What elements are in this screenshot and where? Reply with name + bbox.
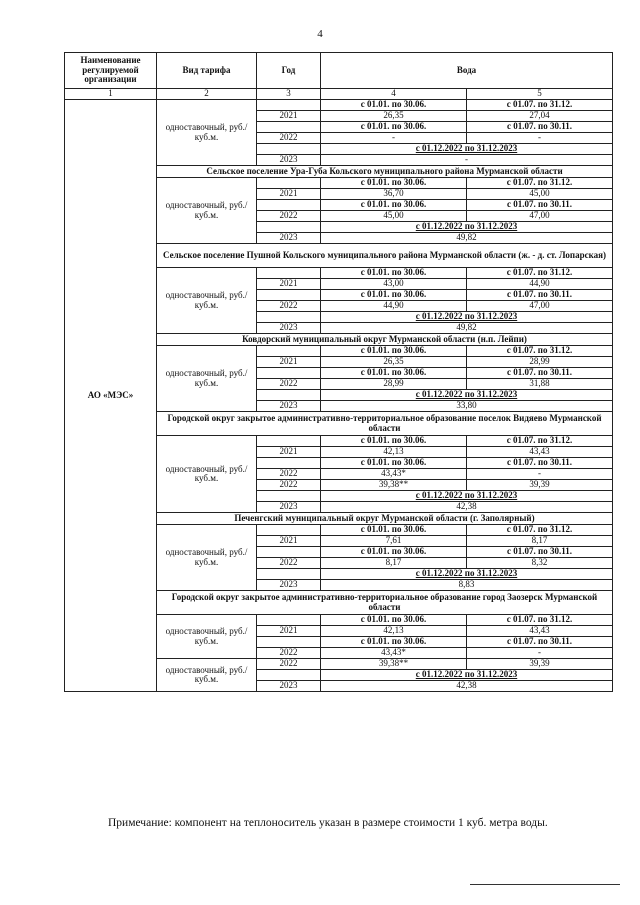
page-number: 4 <box>317 28 323 40</box>
footer-line <box>470 884 620 885</box>
value-cell: 8,83 <box>321 580 613 591</box>
value-cell: - <box>467 133 613 144</box>
period-h1: с 01.01. по 30.06. <box>321 100 467 111</box>
year-cell: 2021 <box>257 357 321 368</box>
period-dec: с 01.12.2022 по 31.12.2023 <box>321 390 613 401</box>
col-number: 1 <box>65 89 157 100</box>
year-cell: 2023 <box>257 323 321 334</box>
period-dec: с 01.12.2022 по 31.12.2023 <box>321 569 613 580</box>
footnote: Примечание: компонент на теплоноситель указан в размере стоимости 1 куб. метра воды. <box>108 817 548 829</box>
period-h1: с 01.01. по 30.06. <box>321 525 467 536</box>
period-h2-short: с 01.07. по 30.11. <box>467 290 613 301</box>
value-cell: 45,00 <box>467 189 613 200</box>
value-cell: 39,39 <box>467 480 613 491</box>
year-cell: 2021 <box>257 536 321 547</box>
section-title: Ковдорский муниципальный округ Мурманской области (н.п. Лейпи) <box>157 334 613 346</box>
period-h1: с 01.01. по 30.06. <box>321 200 467 211</box>
value-cell: 49,82 <box>321 233 613 244</box>
value-cell: 39,38** <box>321 659 467 670</box>
value-cell: 47,00 <box>467 211 613 222</box>
period-h1: с 01.01. по 30.06. <box>321 178 467 189</box>
period-h2: с 01.07. по 31.12. <box>467 100 613 111</box>
year-cell: 2021 <box>257 447 321 458</box>
year-cell: 2021 <box>257 189 321 200</box>
year-cell: 2022 <box>257 558 321 569</box>
year-cell: 2021 <box>257 626 321 637</box>
header-tariff: Вид тарифа <box>157 53 257 89</box>
period-h2: с 01.07. по 31.12. <box>467 615 613 626</box>
value-cell: 42,13 <box>321 447 467 458</box>
col-number: 3 <box>257 89 321 100</box>
tariff-type: одноставочный, руб./куб.м. <box>157 525 257 591</box>
year-cell: 2022 <box>257 379 321 390</box>
period-h2-short: с 01.07. по 30.11. <box>467 368 613 379</box>
year-cell: 2023 <box>257 502 321 513</box>
value-cell: 43,43 <box>467 447 613 458</box>
year-cell: 2022 <box>257 480 321 491</box>
value-cell: 42,38 <box>321 502 613 513</box>
tariff-type: одноставочный, руб./куб.м. <box>157 268 257 334</box>
section-title: Сельское поселение Ура-Губа Кольского муниципального района Мурманской области <box>157 166 613 178</box>
year-cell: 2022 <box>257 301 321 312</box>
period-dec: с 01.12.2022 по 31.12.2023 <box>321 222 613 233</box>
value-cell: 8,17 <box>467 536 613 547</box>
year-cell: 2022 <box>257 648 321 659</box>
tariff-type: одноставочный, руб./куб.м. <box>157 436 257 513</box>
section-title: Городской округ закрытое административно-территориальное образование город Заозерск Мурманской области <box>157 591 613 615</box>
value-cell: 31,88 <box>467 379 613 390</box>
value-cell: 49,82 <box>321 323 613 334</box>
value-cell: 28,99 <box>467 357 613 368</box>
section-title: Сельское поселение Пушной Кольского муниципального района Мурманской области (ж. - д. ст. Лопарская) <box>157 244 613 268</box>
value-cell: 28,99 <box>321 379 467 390</box>
header-row <box>65 53 613 89</box>
year-cell: 2022 <box>257 211 321 222</box>
period-h2-short: с 01.07. по 30.11. <box>467 122 613 133</box>
value-cell: 26,35 <box>321 111 467 122</box>
period-dec: с 01.12.2022 по 31.12.2023 <box>321 491 613 502</box>
table-row <box>65 100 613 111</box>
value-cell: 42,13 <box>321 626 467 637</box>
period-h1: с 01.01. по 30.06. <box>321 290 467 301</box>
value-cell: 7,61 <box>321 536 467 547</box>
year-cell: 2021 <box>257 111 321 122</box>
col-number: 5 <box>467 89 613 100</box>
period-h1: с 01.01. по 30.06. <box>321 368 467 379</box>
value-cell: 27,04 <box>467 111 613 122</box>
column-number-row <box>65 89 613 100</box>
year-cell: 2022 <box>257 659 321 670</box>
period-h1: с 01.01. по 30.06. <box>321 122 467 133</box>
value-cell: 43,43* <box>321 648 467 659</box>
tariff-type: одноставочный, руб./куб.м. <box>157 178 257 244</box>
year-cell: 2022 <box>257 133 321 144</box>
period-dec: с 01.12.2022 по 31.12.2023 <box>321 312 613 323</box>
period-h2: с 01.07. по 31.12. <box>467 268 613 279</box>
col-number: 4 <box>321 89 467 100</box>
period-h2: с 01.07. по 31.12. <box>467 525 613 536</box>
period-h2: с 01.07. по 31.12. <box>467 436 613 447</box>
section-title: Городской округ закрытое административно-территориальное образование поселок Видяево Мурманской области <box>157 412 613 436</box>
header-water: Вода <box>321 53 613 89</box>
value-cell: 26,35 <box>321 357 467 368</box>
col-number: 2 <box>157 89 257 100</box>
section-title: Печенгский муниципальный округ Мурманской области (г. Заполярный) <box>157 513 613 525</box>
value-cell: 44,90 <box>467 279 613 290</box>
year-cell: 2021 <box>257 279 321 290</box>
period-h2-short: с 01.07. по 30.11. <box>467 458 613 469</box>
value-cell: 39,38** <box>321 480 467 491</box>
value-cell: - <box>321 155 613 166</box>
value-cell: 43,43 <box>467 626 613 637</box>
tariff-table <box>64 52 613 692</box>
year-cell: 2023 <box>257 155 321 166</box>
value-cell: 47,00 <box>467 301 613 312</box>
period-h1: с 01.01. по 30.06. <box>321 615 467 626</box>
year-cell: 2023 <box>257 233 321 244</box>
period-dec: с 01.12.2022 по 31.12.2023 <box>321 144 613 155</box>
value-cell: - <box>467 648 613 659</box>
value-cell: 33,80 <box>321 401 613 412</box>
value-cell: 36,70 <box>321 189 467 200</box>
period-h1: с 01.01. по 30.06. <box>321 458 467 469</box>
value-cell: - <box>467 469 613 480</box>
period-h2-short: с 01.07. по 30.11. <box>467 547 613 558</box>
year-cell: 2023 <box>257 681 321 692</box>
value-cell: 39,39 <box>467 659 613 670</box>
value-cell: 8,17 <box>321 558 467 569</box>
period-h2: с 01.07. по 31.12. <box>467 346 613 357</box>
value-cell: 8,32 <box>467 558 613 569</box>
value-cell: 45,00 <box>321 211 467 222</box>
period-h2: с 01.07. по 31.12. <box>467 178 613 189</box>
year-cell: 2023 <box>257 401 321 412</box>
header-year: Год <box>257 53 321 89</box>
period-dec: с 01.12.2022 по 31.12.2023 <box>321 670 613 681</box>
year-cell: 2022 <box>257 469 321 480</box>
organization-name: АО «МЭС» <box>65 100 157 692</box>
period-h1: с 01.01. по 30.06. <box>321 547 467 558</box>
tariff-type: одноставочный, руб./куб.м. <box>157 615 257 659</box>
period-h1: с 01.01. по 30.06. <box>321 637 467 648</box>
tariff-type: одноставочный, руб./куб.м. <box>157 100 257 166</box>
year-cell: 2023 <box>257 580 321 591</box>
header-org: Наименование регулируемой организации <box>65 53 157 89</box>
tariff-type: одноставочный, руб./куб.м. <box>157 659 257 692</box>
period-h2-short: с 01.07. по 30.11. <box>467 200 613 211</box>
period-h1: с 01.01. по 30.06. <box>321 436 467 447</box>
period-h2-short: с 01.07. по 30.11. <box>467 637 613 648</box>
value-cell: - <box>321 133 467 144</box>
period-h1: с 01.01. по 30.06. <box>321 268 467 279</box>
value-cell: 43,43* <box>321 469 467 480</box>
value-cell: 43,00 <box>321 279 467 290</box>
period-h1: с 01.01. по 30.06. <box>321 346 467 357</box>
value-cell: 42,38 <box>321 681 613 692</box>
value-cell: 44,90 <box>321 301 467 312</box>
tariff-type: одноставочный, руб./куб.м. <box>157 346 257 412</box>
